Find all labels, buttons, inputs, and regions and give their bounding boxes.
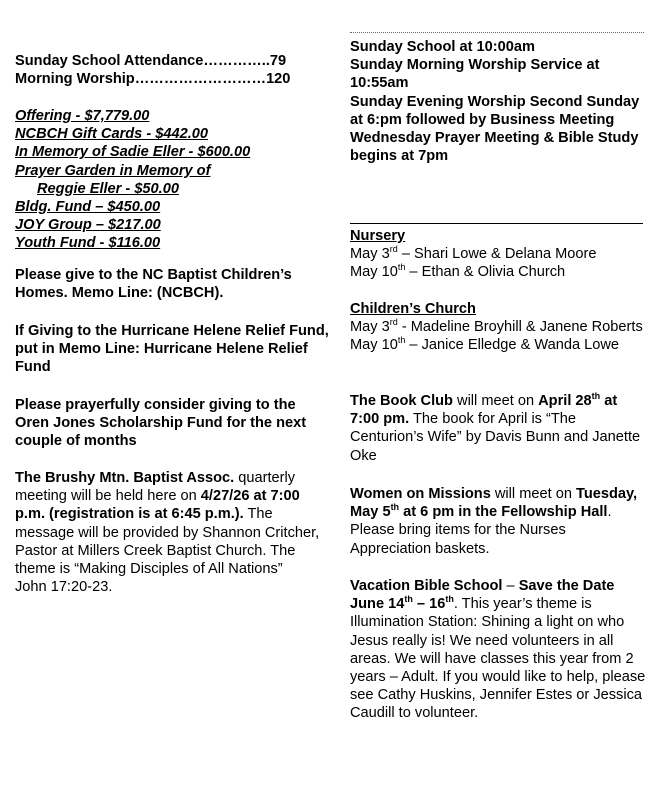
vbs-date: June 14 [350,596,405,613]
women-text: will meet on [490,486,576,502]
entry-date: May 3 [350,246,390,263]
childrens-church-entry [350,336,650,354]
schedule-divider [350,223,643,224]
vbs-save-date: Save the Date [518,578,615,594]
childrens-church-section [350,300,650,355]
brushy-name: The Brushy Mtn. Baptist Assoc. [15,470,235,486]
women-text: . Please bring items for the Nurses Appreciation baskets. [350,504,612,557]
ncbch-notice: Please give to the NC Baptist Children’s Homes. Memo Line: (NCBCH). [15,267,292,302]
nursery-heading: Nursery [350,228,406,244]
vbs-notice [350,577,650,723]
brushy-verse: John 17:20-23. [15,579,113,596]
date-suffix: th [397,335,406,346]
date-suffix: th [445,594,454,605]
hurricane-notice: If Giving to the Hurricane Helene Relief Fund, put in Memo Line: Hurricane Helene Relief Fund [15,323,329,376]
date-suffix: th [397,262,406,273]
offering-item: Reggie Eller - $50.00 [37,180,179,197]
attendance-label: Morning Worship……………………… [15,71,267,88]
vbs-dash: – [502,578,519,594]
brushy-notice [15,469,330,596]
service-schedule [350,38,650,165]
offering-item: Bldg. Fund – $450.00 [15,199,161,216]
offering-item: Youth Fund - $116.00 [15,235,161,252]
nursery-entry [350,263,650,281]
schedule-item: Sunday Morning Worship Service at 10:55am [350,57,600,92]
entry-names: – Janice Elledge & Wanda Lowe [405,337,620,354]
attendance-row [15,52,330,70]
entry-date: May 10 [350,264,398,281]
brushy-text: quarterly meeting will be held here on [15,470,296,505]
brushy-text: The message will be provided by Shannon Critcher, Pastor at Millers Creek Baptist Church. The theme is “Making Disciples of All Nations” [15,506,320,578]
offering-item: JOY Group – $217.00 [15,217,161,234]
vbs-date: – 16 [412,596,446,613]
date-suffix: rd [389,317,398,328]
attendance-row [15,70,330,88]
offering-item: Offering - $7,779.00 [15,108,150,124]
book-club-text: will meet on [452,393,539,409]
childrens-church-heading: Children’s Church [350,301,476,317]
nursery-entry [350,245,650,263]
offering-item: NCBCH Gift Cards - $442.00 [15,126,209,143]
attendance-block [15,52,330,88]
schedule-item: Sunday Evening Worship Second Sunday at 6:pm followed by Business Meeting [350,93,640,128]
entry-names: – Shari Lowe & Delana Moore [397,246,597,263]
schedule-item: Sunday School at 10:00am [350,39,535,55]
childrens-church-entry [350,318,650,336]
scholarship-notice: Please prayerfully consider giving to the Oren Jones Scholarship Fund for the next couple of months [15,397,307,450]
date-suffix: rd [389,244,398,255]
nursery-section [350,227,650,282]
women-on-missions-notice [350,485,650,558]
date-suffix: th [404,594,413,605]
date-suffix: th [390,502,400,513]
entry-names: - Madeline Broyhill & Janene Roberts [397,319,643,336]
book-club-time: at 7:00 pm. [350,393,618,428]
entry-date: May 10 [350,337,398,354]
book-club-text: The book for April is “The Centurion’s Wife” by Davis Bunn and Janette Oke [350,411,641,464]
schedule-item: Wednesday Prayer Meeting & Bible Study begins at 7pm [350,130,639,165]
offering-item: In Memory of Sadie Eller - $600.00 [15,144,251,161]
book-club-notice [350,392,650,465]
attendance-value: 79 [269,53,287,69]
entry-date: May 3 [350,319,390,336]
top-divider [350,32,644,33]
offering-item: Prayer Garden in Memory of [15,162,211,179]
book-club-name: The Book Club [350,393,453,409]
attendance-label: Sunday School Attendance………….. [15,53,270,69]
entry-names: – Ethan & Olivia Church [405,264,566,281]
women-place: at 6 pm in the Fellowship Hall [399,504,608,521]
women-name: Women on Missions [350,486,491,502]
brushy-date: 4/27/26 at 7:00 p.m. (registration is at 6:45 p.m.). [15,488,300,523]
date-suffix: th [591,391,601,402]
book-club-date: April 28 [538,393,592,409]
women-date: Tuesday, May 5 [350,486,638,521]
offerings-list [15,107,330,253]
vbs-text: . This year’s theme is Illumination Station: Shining a light on who Jesus really is! We need volunteers in all areas. We will have classes this year from 2 years – Adult. If you would like to help, please see Cathy Huskins, Jennifer Estes or Jessica Caudill to volunteer. [350,596,646,722]
vbs-name: Vacation Bible School [350,578,503,594]
attendance-value: 120 [266,71,291,88]
